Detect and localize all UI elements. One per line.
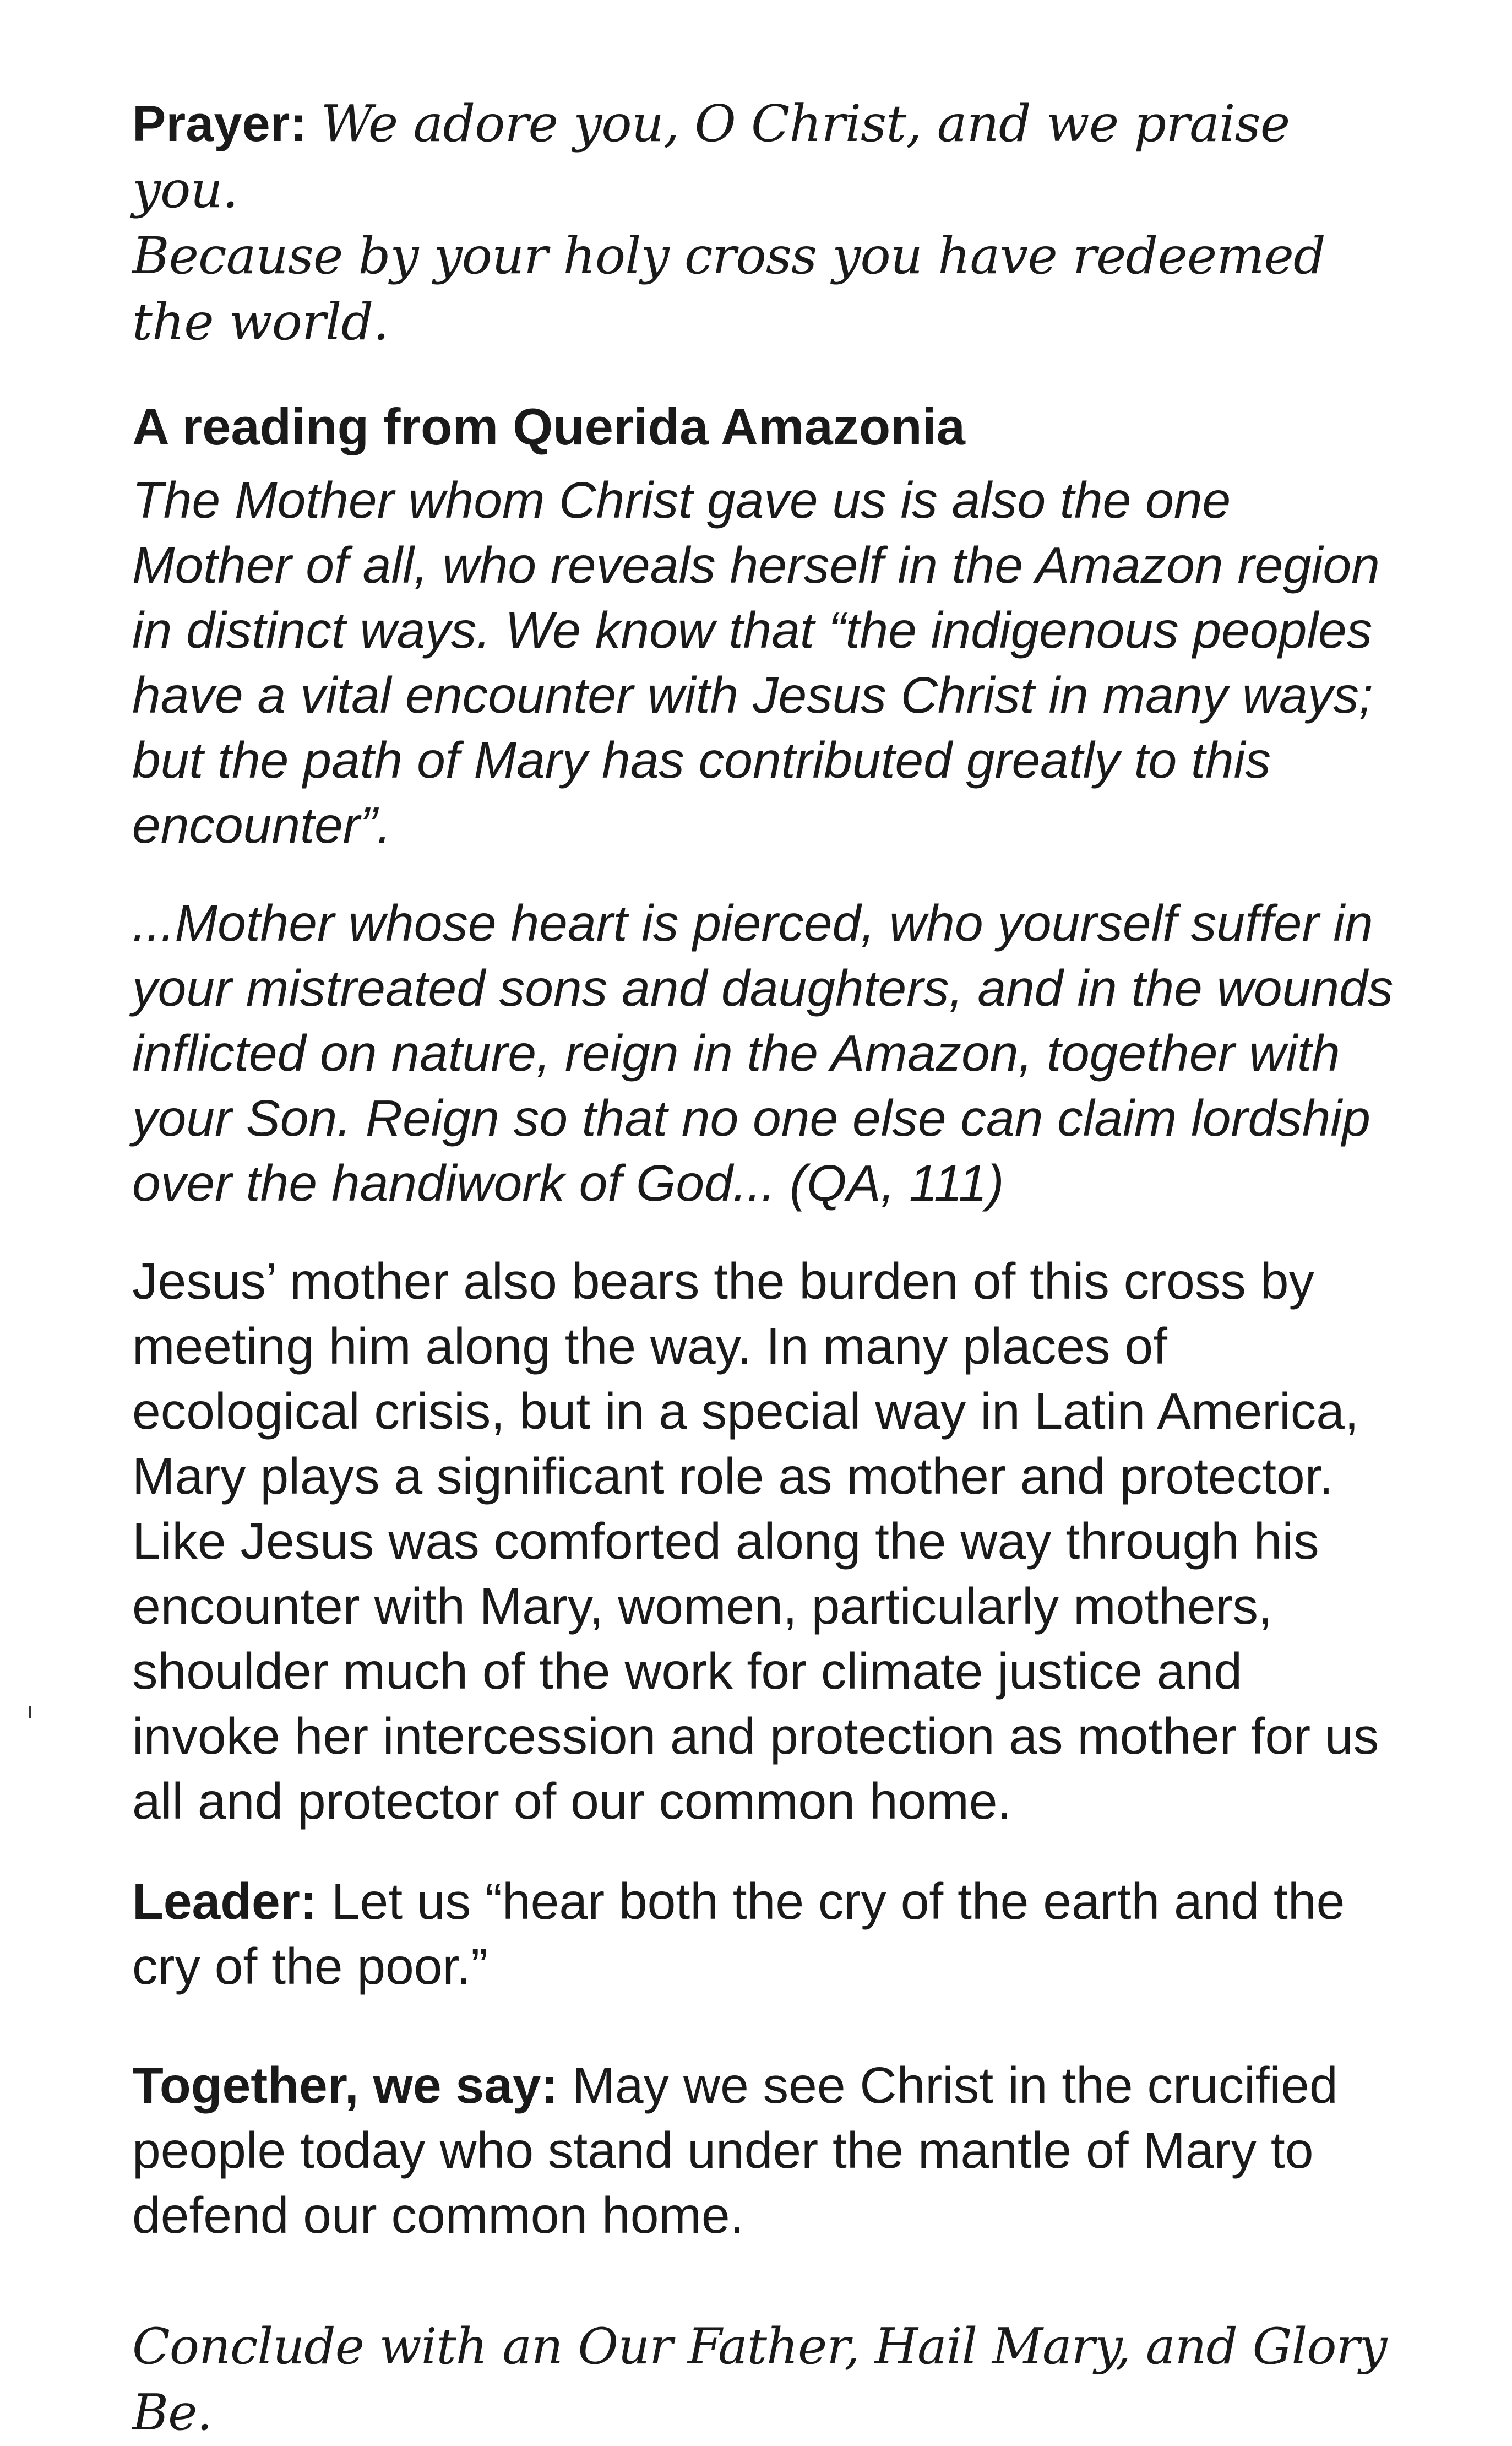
together-line (132, 2053, 1399, 2248)
prayer-text-1: We adore you, O Christ, and we praise you. (132, 94, 1290, 219)
together-label: Together, we say: (132, 2057, 558, 2114)
leader-label: Leader: (132, 1873, 317, 1930)
leader-text: Let us “hear both the cry of the earth and the cry of the poor.” (132, 1873, 1345, 1995)
conclude-line: Conclude with an Our Father, Hail Mary, and Glory Be. (132, 2318, 1387, 2442)
prayer-line-2: Because by your holy cross you have redeemed the world. (132, 226, 1325, 351)
prayer-line-1 (132, 91, 1399, 223)
reading-paragraph-2: ...Mother whose heart is pierced, who yourself suffer in your mistreated sons and daughters, and in the wounds inflicted on nature, reign in the Amazon, together with your Son. Reign so that no one else can claim lordship over the handiwork of God... (QA, 111) (132, 894, 1394, 1212)
reflection-paragraph: Jesus’ mother also bears the burden of this cross by meeting him along the way. In many places of ecological crisis, but in a special way in Latin America, Mary plays a significant role as mother and protector. Like Jesus was comforted along the way through his encounter with Mary, women, particularly mothers, shoulder much of the work for climate justice and invoke her intercession and protection as mother for us all and protector of our common home. (132, 1252, 1379, 1830)
together-text: May we see Christ in the crucified people today who stand under the mantle of Mary to defend our common home. (132, 2057, 1338, 2244)
prayer-label: Prayer: (132, 96, 307, 152)
margin-mark (29, 1706, 31, 1718)
reading-heading: A reading from Querida Amazonia (132, 398, 965, 455)
leader-line (132, 1869, 1399, 1999)
devotional-page (132, 91, 1399, 2446)
reading-paragraph-1: The Mother whom Christ gave us is also the one Mother of all, who reveals herself in the Amazon region in distinct ways. We know that “the indigenous peoples have a vital encounter with Jesus Christ in many ways; but the path of Mary has contributed greatly to this encounter”. (132, 471, 1380, 854)
